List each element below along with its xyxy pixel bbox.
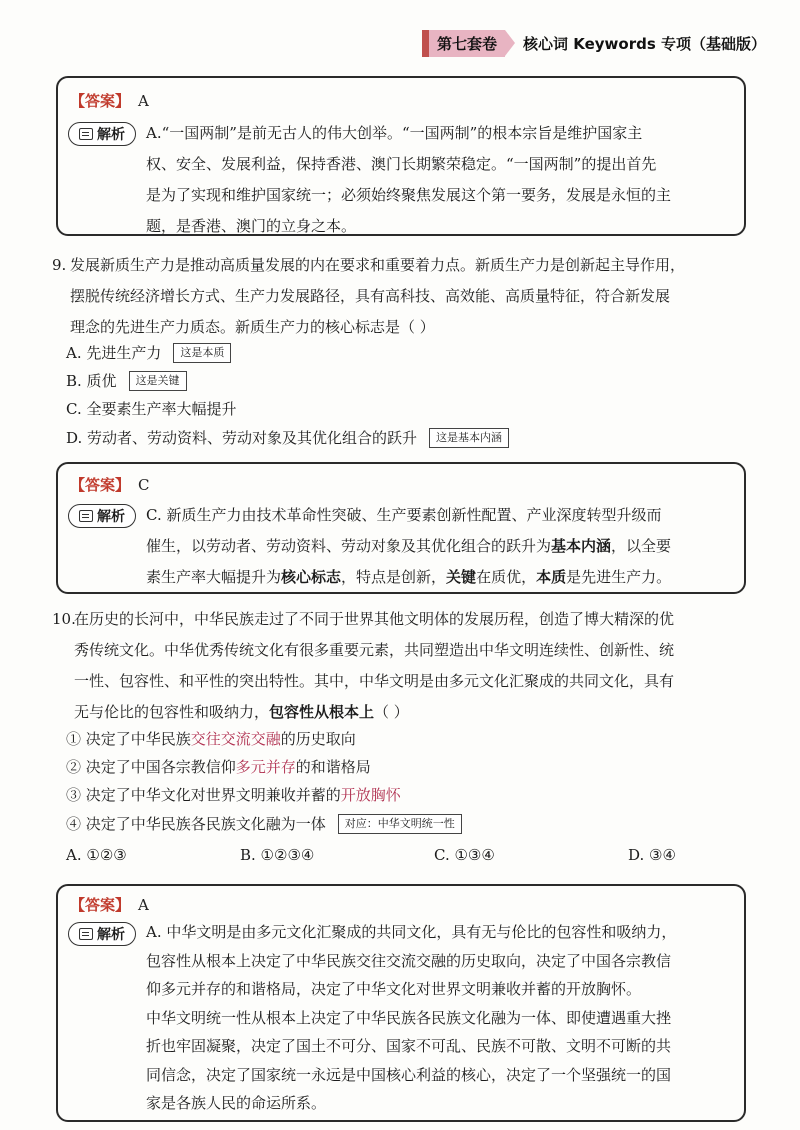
answer-block-1	[56, 76, 746, 236]
bold-term: 包容性从根本上	[269, 703, 375, 721]
option-text: B. 质优	[66, 372, 117, 390]
answer-tag: 【答案】	[70, 476, 131, 494]
explain-label: 解析	[97, 127, 125, 143]
explain-line: A.“一国两制”是前无古人的伟大创举。“一国两制”的根本宗旨是维护国家主	[146, 124, 643, 142]
explain-line: 包容性从根本上决定了中华民族交往交流交融的历史取向，决定了中国各宗教信	[146, 951, 672, 970]
answer-value: C	[138, 476, 150, 494]
explain-line: C. 新质生产力由技术革命性突破、生产要素创新性配置、产业深度转型升级而	[146, 506, 662, 524]
question-line: 一性、包容性、和平性的突出特性。其中，中华文明是由多元文化汇聚成的共同文化，具有	[74, 672, 675, 690]
question-number: 9.	[52, 256, 67, 274]
option-text: C. 全要素生产率大幅提升	[66, 400, 237, 418]
explain-text	[146, 500, 736, 593]
question-line: 摆脱传统经济增长方式、生产力发展路径，具有高科技、高效能、高质量特征，符合新发展	[70, 287, 671, 305]
explain-badge	[68, 504, 136, 528]
text-run: 的和谐格局	[295, 758, 371, 776]
explain-text	[146, 918, 736, 1118]
highlighted-term: 开放胸怀	[340, 786, 401, 804]
choice-b: B. ①②③④	[240, 846, 315, 864]
page-header	[429, 30, 766, 56]
choice-d: D. ③④	[628, 846, 676, 864]
statement-1	[66, 725, 356, 753]
explain-line	[146, 562, 736, 593]
text-run: 催生，以劳动者、劳动资料、劳动对象及其优化组合的跃升为	[146, 537, 552, 555]
explain-line: 题，是香港、澳门的立身之本。	[146, 217, 357, 235]
text-run: 是先进生产力。	[566, 568, 672, 586]
answer-line	[70, 894, 149, 915]
text-run: 素生产率大幅提升为	[146, 568, 282, 586]
explain-line: 家是各族人民的命运所系。	[146, 1094, 327, 1112]
statement-3	[66, 781, 401, 809]
statement-2	[66, 753, 371, 781]
note-icon	[79, 510, 93, 522]
option-d	[66, 424, 509, 452]
note-icon	[79, 128, 93, 140]
explain-line: 中华文明统一性从根本上决定了中华民族各民族文化融为一体、即使遭遇重大挫	[146, 1008, 672, 1027]
question-10	[52, 604, 752, 728]
explain-badge	[68, 122, 136, 146]
question-line	[74, 697, 752, 728]
option-c	[66, 395, 236, 423]
text-run: 在质优，	[476, 568, 537, 586]
highlighted-term: 多元并存	[235, 758, 296, 776]
answer-line	[70, 474, 150, 495]
question-9	[52, 250, 752, 343]
handwritten-note: 对应：中华文明统一性	[338, 814, 462, 834]
explain-line: 折也牢固凝聚，决定了国土不可分、国家不可乱、民族不可散、文明不可断的共	[146, 1037, 672, 1055]
header-separator	[505, 30, 515, 56]
question-line: 发展新质生产力是推动高质量发展的内在要求和重要着力点。新质生产力是创新起主导作用，	[70, 256, 686, 274]
explain-line	[146, 531, 736, 562]
handwritten-note: 这是基本内涵	[429, 428, 509, 448]
answer-value: A	[138, 92, 149, 110]
text-run: （ ）	[374, 703, 409, 721]
header-title: 核心词 Keywords 专项（基础版）	[523, 34, 766, 53]
question-line: 理念的先进生产力质态。新质生产力的核心标志是（ ）	[70, 318, 435, 336]
text-run: ，以全要	[611, 537, 672, 555]
explain-label: 解析	[97, 509, 125, 525]
statement-4	[66, 810, 462, 838]
option-a	[66, 339, 231, 367]
explain-label: 解析	[97, 927, 125, 943]
text-run: 的历史取向	[280, 730, 356, 748]
answer-tag: 【答案】	[70, 896, 131, 914]
question-line: 秀传统文化。中华优秀传统文化有很多重要元素，共同塑造出中华文明连续性、创新性、统	[74, 641, 675, 659]
note-icon	[79, 928, 93, 940]
option-b	[66, 367, 187, 395]
explain-line: 是为了实现和维护国家统一；必须始终聚焦发展这个第一要务，发展是永恒的主	[146, 186, 672, 204]
handwritten-note: 这是关键	[129, 371, 187, 391]
text-run: ，特点是创新，	[341, 568, 447, 586]
text-run: ② 决定了中国各宗教信仰	[66, 758, 236, 776]
explain-line: 权、安全、发展利益，保持香港、澳门长期繁荣稳定。“一国两制”的提出首先	[146, 155, 657, 173]
text-run: ① 决定了中华民族	[66, 730, 191, 748]
question-line: 在历史的长河中，中华民族走过了不同于世界其他文明体的发展历程，创造了博大精深的优	[74, 610, 675, 628]
answer-block-3	[56, 884, 746, 1122]
explain-text	[146, 118, 736, 242]
question-number: 10.	[52, 610, 76, 628]
explain-line: 仰多元并存的和谐格局，决定了中华文化对世界文明兼收并蓄的开放胸怀。	[146, 980, 642, 998]
answer-tag: 【答案】	[70, 92, 131, 110]
bold-term: 核心标志	[281, 568, 342, 586]
text-run: ④ 决定了中华民族各民族文化融为一体	[66, 815, 326, 833]
text-run: ③ 决定了中华文化对世界文明兼收并蓄的	[66, 786, 341, 804]
answer-value: A	[138, 896, 149, 914]
bold-term: 本质	[536, 568, 567, 586]
explain-badge	[68, 922, 136, 946]
handwritten-note: 这是本质	[173, 343, 231, 363]
choice-a: A. ①②③	[66, 846, 127, 864]
text-run: 无与伦比的包容性和吸纳力，	[74, 703, 270, 721]
answer-block-2	[56, 462, 746, 594]
option-text: D. 劳动者、劳动资料、劳动对象及其优化组合的跃升	[66, 429, 418, 447]
explain-line: A. 中华文明是由多元文化汇聚成的共同文化，具有无与伦比的包容性和吸纳力，	[146, 923, 677, 941]
option-text: A. 先进生产力	[66, 344, 162, 362]
bold-term: 基本内涵	[551, 537, 612, 555]
bold-term: 关键	[446, 568, 477, 586]
highlighted-term: 交往交流交融	[190, 730, 281, 748]
answer-line	[70, 90, 149, 111]
explain-line: 同信念，决定了国家统一永远是中国核心利益的核心，决定了一个坚强统一的国	[146, 1065, 672, 1084]
choice-c: C. ①③④	[434, 846, 495, 864]
volume-badge: 第七套卷	[429, 30, 505, 57]
